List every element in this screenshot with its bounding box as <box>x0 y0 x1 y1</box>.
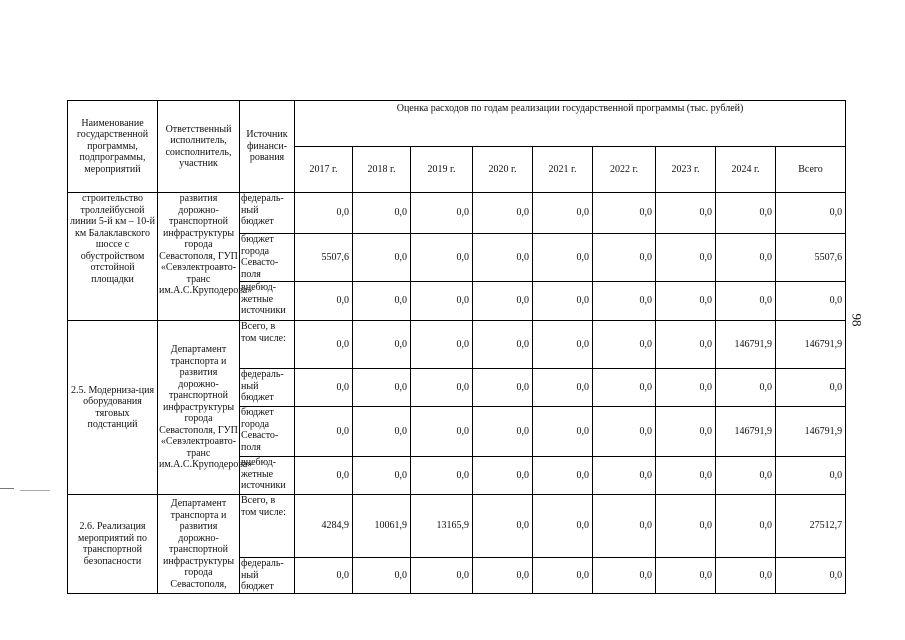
year-value: 0,0 <box>593 407 656 457</box>
header-year: 2020 г. <box>473 147 533 193</box>
year-value: 0,0 <box>656 407 716 457</box>
header-year: 2018 г. <box>353 147 411 193</box>
header-year: Всего <box>776 147 846 193</box>
year-value: 0,0 <box>411 407 473 457</box>
year-value: 0,0 <box>593 495 656 558</box>
year-value: 0,0 <box>473 321 533 369</box>
year-value: 146791,9 <box>716 407 776 457</box>
year-value: 0,0 <box>533 495 593 558</box>
year-value: 0,0 <box>716 457 776 495</box>
year-value: 0,0 <box>656 457 716 495</box>
header-year: 2023 г. <box>656 147 716 193</box>
table-row <box>68 193 846 234</box>
year-value: 0,0 <box>473 369 533 407</box>
year-value: 0,0 <box>353 282 411 321</box>
header-estimate: Оценка расходов по годам реализации государственной программы (тыс. рублей) <box>295 101 846 147</box>
year-value: 0,0 <box>295 407 353 457</box>
year-value: 0,0 <box>533 282 593 321</box>
year-value: 0,0 <box>411 282 473 321</box>
header-year: 2019 г. <box>411 147 473 193</box>
year-value: 0,0 <box>533 457 593 495</box>
table-header <box>68 101 846 193</box>
year-value: 0,0 <box>656 282 716 321</box>
funding-source: федераль-ный бюджет <box>240 369 295 407</box>
year-value: 0,0 <box>295 282 353 321</box>
year-value: 0,0 <box>716 234 776 282</box>
year-value: 0,0 <box>295 558 353 594</box>
header-name: Наименование государственной программы, подпрограммы, мероприятий <box>68 101 158 193</box>
year-value: 0,0 <box>353 193 411 234</box>
year-value: 0,0 <box>716 369 776 407</box>
total-value: 0,0 <box>776 282 846 321</box>
total-value: 0,0 <box>776 558 846 594</box>
funding-source: внебюд-жетные источники <box>240 457 295 495</box>
year-value: 0,0 <box>473 495 533 558</box>
year-value: 0,0 <box>353 369 411 407</box>
year-value: 0,0 <box>716 495 776 558</box>
total-value: 146791,9 <box>776 407 846 457</box>
funding-source: бюджет города Севасто-поля <box>240 234 295 282</box>
year-value: 0,0 <box>473 457 533 495</box>
year-value: 0,0 <box>473 558 533 594</box>
table-body <box>68 193 846 594</box>
year-value: 0,0 <box>473 234 533 282</box>
year-value: 0,0 <box>353 234 411 282</box>
header-year: 2021 г. <box>533 147 593 193</box>
header-responsible: Ответственный исполнитель, соисполнитель, участник <box>158 101 240 193</box>
year-value: 0,0 <box>593 369 656 407</box>
year-value: 0,0 <box>533 369 593 407</box>
funding-source: Всего, в том числе: <box>240 321 295 369</box>
item-name: 2.5. Модерниза-ция оборудования тяговых подстанций <box>68 321 158 495</box>
header-year: 2024 г. <box>716 147 776 193</box>
year-value: 0,0 <box>656 321 716 369</box>
year-value: 0,0 <box>411 457 473 495</box>
year-value: 0,0 <box>716 193 776 234</box>
year-value: 0,0 <box>593 234 656 282</box>
total-value: 0,0 <box>776 457 846 495</box>
year-value: 0,0 <box>353 457 411 495</box>
scan-edge-mark <box>20 490 50 491</box>
item-name: 2.6. Реализация мероприятий по транспортной безопасности <box>68 495 158 594</box>
year-value: 0,0 <box>656 234 716 282</box>
year-value: 13165,9 <box>411 495 473 558</box>
year-value: 10061,9 <box>353 495 411 558</box>
total-value: 0,0 <box>776 193 846 234</box>
header-source: Источник финанси-рования <box>240 101 295 193</box>
year-value: 0,0 <box>656 495 716 558</box>
year-value: 0,0 <box>533 193 593 234</box>
item-responsible: развития дорожно-транспортной инфраструктуры города Севастополя, ГУП «Севэлектроавто-транс им.А.С.Круподерова» <box>158 193 240 321</box>
year-value: 0,0 <box>656 193 716 234</box>
year-value: 0,0 <box>716 282 776 321</box>
year-value: 0,0 <box>411 558 473 594</box>
year-value: 0,0 <box>295 369 353 407</box>
year-value: 0,0 <box>411 369 473 407</box>
year-value: 0,0 <box>353 558 411 594</box>
item-responsible: Департамент транспорта и развития дорожно-транспортной инфраструктуры города Севастополя, <box>158 495 240 594</box>
item-responsible: Департамент транспорта и развития дорожно-транспортной инфраструктуры города Севастополя, ГУП «Севэлектроавто-транс им.А.С.Круподерова» <box>158 321 240 495</box>
year-value: 0,0 <box>593 558 656 594</box>
funding-source: федераль-ный бюджет <box>240 193 295 234</box>
year-value: 0,0 <box>533 234 593 282</box>
year-value: 5507,6 <box>295 234 353 282</box>
year-value: 0,0 <box>593 282 656 321</box>
year-value: 0,0 <box>473 193 533 234</box>
total-value: 5507,6 <box>776 234 846 282</box>
year-value: 146791,9 <box>716 321 776 369</box>
funding-source: федераль-ный бюджет <box>240 558 295 594</box>
page-number: 98 <box>849 313 865 327</box>
header-year: 2017 г. <box>295 147 353 193</box>
year-value: 0,0 <box>473 407 533 457</box>
year-value: 0,0 <box>411 234 473 282</box>
total-value: 27512,7 <box>776 495 846 558</box>
table-row <box>68 495 846 558</box>
year-value: 0,0 <box>593 193 656 234</box>
funding-source: бюджет города Севасто-поля <box>240 407 295 457</box>
year-value: 0,0 <box>411 193 473 234</box>
year-value: 0,0 <box>295 321 353 369</box>
item-name: строительство троллейбусной линии 5-й км – 10-й км Балаклавского шоссе с обустройством отстойной площадки <box>68 193 158 321</box>
year-value: 0,0 <box>656 558 716 594</box>
year-value: 0,0 <box>593 457 656 495</box>
year-value: 0,0 <box>295 457 353 495</box>
year-value: 0,0 <box>593 321 656 369</box>
year-value: 0,0 <box>533 558 593 594</box>
funding-source: внебюд-жетные источники <box>240 282 295 321</box>
total-value: 146791,9 <box>776 321 846 369</box>
year-value: 4284,9 <box>295 495 353 558</box>
year-value: 0,0 <box>656 369 716 407</box>
year-value: 0,0 <box>716 558 776 594</box>
year-value: 0,0 <box>533 407 593 457</box>
year-value: 0,0 <box>473 282 533 321</box>
table-row <box>68 321 846 369</box>
scan-edge-mark <box>0 488 14 489</box>
year-value: 0,0 <box>533 321 593 369</box>
budget-table <box>67 100 846 594</box>
total-value: 0,0 <box>776 369 846 407</box>
header-year: 2022 г. <box>593 147 656 193</box>
year-value: 0,0 <box>353 321 411 369</box>
year-value: 0,0 <box>295 193 353 234</box>
year-value: 0,0 <box>411 321 473 369</box>
year-value: 0,0 <box>353 407 411 457</box>
funding-source: Всего, в том числе: <box>240 495 295 558</box>
